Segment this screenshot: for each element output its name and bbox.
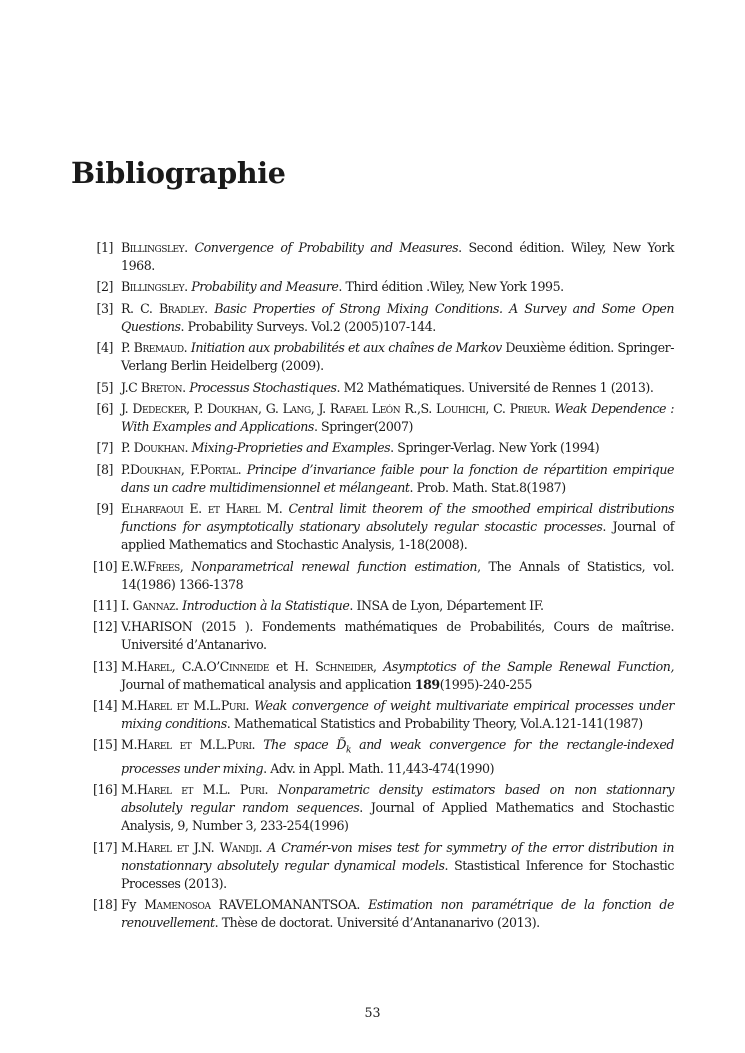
reference-number: [7]: [96, 440, 113, 456]
reference-text: J. Dedecker, P. Doukhan, G. Lang, J. Rafael León R.,S. Louhichi, C. Prieur. Weak Dependence : With Examples and Applications. Springer(2007): [121, 400, 675, 434]
reference-entry: [93, 339, 674, 375]
reference-entry: [93, 239, 674, 275]
reference-text: P. Doukhan. Mixing-Proprieties and Examples. Springer-Verlag. New York (1994): [121, 440, 600, 456]
reference-entry: [93, 736, 674, 778]
reference-text: P. Bremaud. Initiation aux probabilités et aux chaînes de Markov Deuxième édition. Springer-Verlang Berlin Heidelberg (2009).: [121, 340, 675, 374]
reference-text: J.C Breton. Processus Stochastiques. M2 Mathématiques. Université de Rennes 1 (2013).: [121, 379, 654, 395]
reference-entry: [93, 461, 674, 497]
reference-text: I. Gannaz. Introduction à la Statistique. INSA de Lyon, Département IF.: [121, 597, 544, 613]
reference-number: [15]: [93, 737, 118, 753]
reference-entry: [93, 618, 674, 654]
page-title: Bibliographie: [71, 156, 286, 190]
reference-number: [14]: [93, 698, 118, 714]
page-number: 53: [364, 1005, 381, 1020]
reference-entry: [93, 658, 674, 694]
reference-entry: [93, 839, 674, 893]
reference-entry: [93, 379, 674, 397]
reference-text: E.W.Frees, Nonparametrical renewal function estimation, The Annals of Statistics, vol. 14(1986) 1366-1378: [121, 558, 674, 592]
reference-number: [3]: [96, 300, 113, 316]
reference-number: [16]: [93, 782, 118, 798]
reference-number: [13]: [93, 658, 118, 674]
reference-text: Billingsley. Probability and Measure. Third édition .Wiley, New York 1995.: [121, 279, 564, 295]
reference-number: [5]: [96, 379, 113, 395]
reference-entry: [93, 597, 674, 615]
reference-number: [6]: [96, 400, 113, 416]
reference-number: [9]: [96, 501, 113, 517]
reference-text: P.Doukhan, F.Portal. Principe d’invariance faible pour la fonction de répartition empirique dans un cadre multidimensionnel et mélangeant. Prob. Math. Stat.8(1987): [121, 461, 674, 495]
reference-text: R. C. Bradley. Basic Properties of Strong Mixing Conditions. A Survey and Some Open Questions. Probability Surveys. Vol.2 (2005)107-144.: [121, 300, 675, 334]
reference-text: Elharfaoui E. et Harel M. Central limit theorem of the smoothed empirical distributions functions for asymptotically stationary absolutely regular stocastic processes. Journal of applied Mathematics and Stochastic Analysis, 1-18(2008).: [121, 501, 675, 553]
reference-number: [10]: [93, 558, 118, 574]
reference-number: [1]: [96, 240, 113, 255]
reference-text: M.Harel et M.L.Puri. The space $D̃_k$ and weak convergence for the rectangle-indexed processes under mixing. Adv. in Appl. Math. 11,443-474(1990): [121, 737, 674, 776]
reference-entry: [93, 500, 674, 554]
reference-text: M.Harel et M.L.Puri. Weak convergence of weight multivariate empirical processes under mixing conditions. Mathematical Statistics and Probability Theory, Vol.A.121-141(1987): [121, 698, 674, 732]
reference-number: [4]: [96, 340, 113, 356]
reference-entry: [93, 278, 674, 296]
reference-number: [12]: [93, 619, 118, 635]
reference-entry: [93, 896, 674, 932]
reference-text: Billingsley. Convergence of Probability and Measures. Second édition. Wiley, New York 1968.: [121, 240, 674, 273]
reference-entry: [93, 300, 674, 336]
reference-number: [2]: [96, 279, 113, 295]
reference-text: M.Harel et J.N. Wandji. A Cramér-von mises test for symmetry of the error distribution in nonstationnary absolutely regular dynamical models. Stastistical Inference for Stochastic Processes (2013).: [121, 839, 675, 891]
reference-text: V.HARISON (2015 ). Fondements mathématiques de Probabilités, Cours de maîtrise. Université d’Antanarivo.: [121, 619, 674, 653]
reference-number: [18]: [93, 897, 118, 913]
reference-entry: [93, 781, 674, 835]
reference-text: M.Harel, C.A.O’Cinneide et H. Schneider, Asymptotics of the Sample Renewal Function, Journal of mathematical analysis and application 189(1995)-240-255: [121, 658, 675, 692]
reference-text: M.Harel et M.L. Puri. Nonparametric density estimators based on non stationnary absolutely regular random sequences. Journal of Applied Mathematics and Stochastic Analysis, 9, Number 3, 233-254(1996): [121, 782, 675, 834]
reference-number: [8]: [96, 461, 113, 477]
reference-entry: [93, 439, 674, 457]
reference-entry: [93, 697, 674, 733]
reference-entry: [93, 400, 674, 436]
reference-text: Fy Mamenosoa RAVELOMANANTSOA. Estimation non paramétrique de la fonction de renouvellement. Thèse de doctorat. Université d’Antananarivo (2013).: [121, 897, 674, 931]
reference-entry: [93, 558, 674, 594]
reference-number: [17]: [93, 839, 118, 855]
bibliography-list: [93, 239, 674, 936]
reference-number: [11]: [93, 597, 118, 613]
